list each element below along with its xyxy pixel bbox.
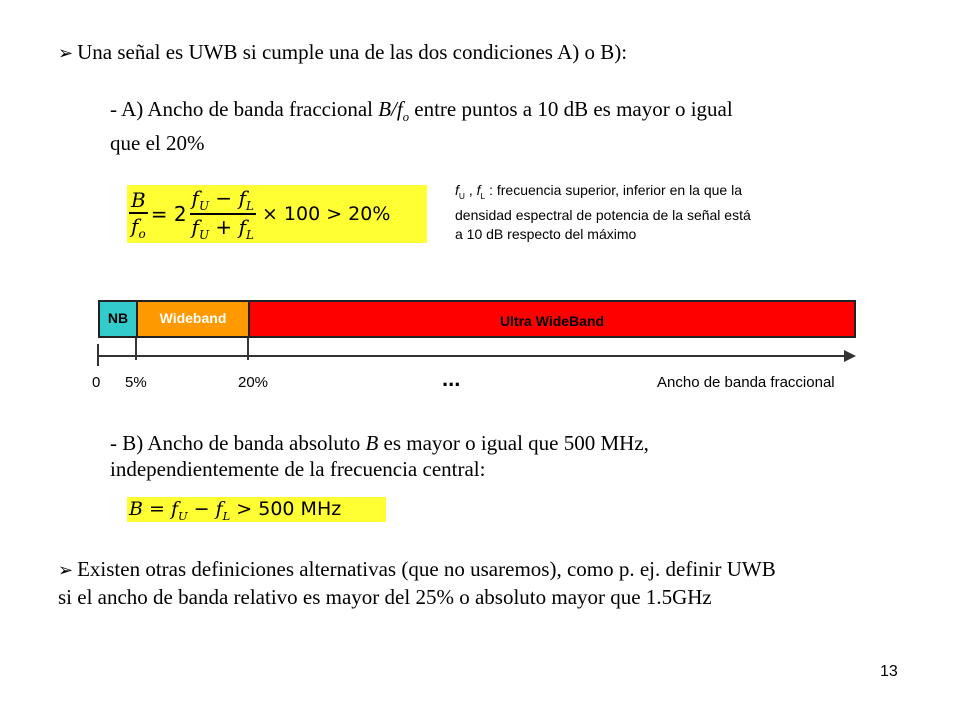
page-number: 13 xyxy=(880,663,898,680)
bar-segment-wideband: Wideband xyxy=(136,300,250,338)
axis-arrow-icon xyxy=(844,350,856,362)
bar-segment-nb: NB xyxy=(98,300,138,338)
axis-label-5: 5% xyxy=(125,374,147,391)
axis-label-0: 0 xyxy=(92,374,101,391)
bar-segment-uwb: Ultra WideBand xyxy=(248,300,856,338)
axis-ellipsis: ... xyxy=(442,366,461,391)
axis-tick-5 xyxy=(135,338,137,360)
frequency-note: $f_U$ , $f_L$ : frecuencia superior, inferior en la que la densidad espectral de potencia de la señal está a 10 dB respecto del máximo xyxy=(455,182,751,242)
formula-absolute-bandwidth: $B = f_U - f_L > 500$ MHz xyxy=(127,497,386,522)
formula-fractional-bandwidth: $\frac{B}{f_o}$ = 2 $\frac{f_U - f_L}{f_U + f_L}$ × 100 > 20% xyxy=(127,185,427,243)
formula-rhs-fraction: $\frac{f_U - f_L}{f_U + f_L}$ xyxy=(191,186,254,242)
bullet-alternative-definitions: ➢ Existen otras definiciones alternativas (que no usaremos), como p. ej. definir UWB si el ancho de banda relativo es mayor del 25% o absoluto mayor que 1.5GHz xyxy=(58,557,776,609)
arrow-bullet-icon: ➢ xyxy=(58,43,74,63)
axis-tick-20 xyxy=(247,338,249,360)
arrow-bullet-icon: ➢ xyxy=(58,560,74,580)
axis-line xyxy=(98,355,846,357)
axis-label-20: 20% xyxy=(238,374,269,391)
condition-a-text: - A) Ancho de banda fraccional $B/f_o$ entre puntos a 10 dB es mayor o igual que el 20% xyxy=(110,97,733,156)
condition-b-text: - B) Ancho de banda absoluto B es mayor o igual que 500 MHz, independientemente de la frecuencia central: xyxy=(110,431,649,481)
formula-lhs-fraction: $\frac{B}{f_o}$ xyxy=(131,187,146,241)
axis-tick-0 xyxy=(97,344,99,366)
bullet-condition-intro: ➢ Una señal es UWB si cumple una de las dos condiciones A) o B): xyxy=(58,40,628,64)
axis-title: Ancho de banda fraccional xyxy=(657,374,835,391)
